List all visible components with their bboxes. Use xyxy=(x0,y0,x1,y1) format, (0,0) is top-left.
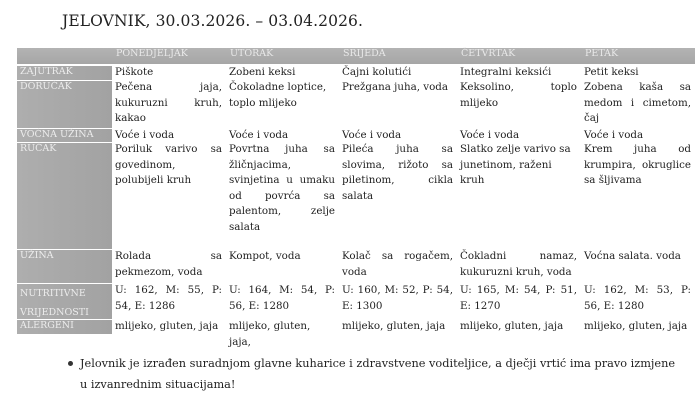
menu-cell: Povrtna juha sa žličnjacima, svinjetina u umaku od povrća sa palentom, zelje salata xyxy=(229,143,335,233)
menu-cell: Poriluk varivo sa govedinom, polubijeli kruh xyxy=(115,143,222,186)
row-label: UŽINA xyxy=(17,249,112,283)
header-corner xyxy=(17,48,112,65)
menu-cell: Integralni keksići xyxy=(460,66,552,78)
menu-cell: mlijeko, gluten, jaja xyxy=(342,320,446,332)
header-day: ČETVRTAK xyxy=(457,48,581,65)
menu-cell: Zobeni keksi xyxy=(229,66,296,78)
row-label: DORUČAK xyxy=(17,80,112,128)
menu-cell: Slatko zelje varivo sa junetinom, raženi kruh xyxy=(460,143,571,186)
menu-cell: Prežgana juha, voda xyxy=(342,81,449,93)
menu-table xyxy=(17,48,695,348)
header-day: SRIJEDA xyxy=(339,48,457,65)
menu-cell: Kolač sa rogačem, voda xyxy=(342,250,453,278)
menu-cell: Čokoladne loptice, toplo mlijeko xyxy=(229,81,327,109)
menu-cell: Krem juha od krumpira, okruglice sa šljivama xyxy=(584,143,691,186)
menu-cell: mlijeko, gluten, jaja, xyxy=(229,320,311,348)
menu-cell: Keksolino, toplo mlijeko xyxy=(460,81,577,109)
menu-cell: U: 162, M: 55, P: 54, E: 1286 xyxy=(115,284,222,312)
row-label: ZAJUTRAK xyxy=(17,65,112,80)
menu-cell: Rolada sa pekmezom, voda xyxy=(115,250,222,278)
menu-cell: Voće i voda xyxy=(115,129,175,141)
menu-cell: Voće i voda xyxy=(584,129,644,141)
page-title: JELOVNIK, 30.03.2026. – 03.04.2026. xyxy=(62,12,364,30)
menu-cell: Kompot, voda xyxy=(229,250,301,262)
row-label: VOĆNA UŽINA xyxy=(17,128,112,142)
menu-cell: Petit keksi xyxy=(584,66,639,78)
menu-cell: mlijeko, gluten, jaja xyxy=(584,320,688,332)
bullet-icon xyxy=(68,361,73,366)
row-label: ALERGENI xyxy=(17,319,112,334)
menu-cell: Pileća juha sa slovima, rižoto sa piletinom, cikla salata xyxy=(342,143,453,202)
header-day: PONEDJELJAK xyxy=(112,48,226,65)
menu-cell: Čokladni namaz, kukuruzni kruh, voda xyxy=(460,250,577,278)
menu-cell: U: 164, M: 54, P: 56, E: 1280 xyxy=(229,284,335,312)
footnote xyxy=(80,353,680,395)
menu-cell: Voće i voda xyxy=(342,129,402,141)
menu-cell: U: 165, M: 54, P: 51, E: 1270 xyxy=(460,284,577,312)
menu-cell: mlijeko, gluten, jaja xyxy=(115,320,219,332)
footnote-text: Jelovnik je izrađen suradnjom glavne kuharice i zdravstvene voditeljice, a dječji vrtić ima pravo izmjene u izvanrednim situacijama! xyxy=(80,357,676,391)
menu-cell: Pečena jaja, kukuruzni kruh, kakao xyxy=(115,81,222,124)
row-label: RUČAK xyxy=(17,142,112,249)
menu-cell: Voćna salata. voda xyxy=(584,250,681,262)
header-day: UTORAK xyxy=(226,48,339,65)
menu-cell: U: 160, M: 52, P: 54, E: 1300 xyxy=(342,284,453,312)
menu-cell: Voće i voda xyxy=(460,129,520,141)
menu-cell: mlijeko, gluten, jaja xyxy=(460,320,564,332)
menu-cell: Čajni kolutići xyxy=(342,66,412,78)
header-day: PETAK xyxy=(581,48,695,65)
menu-cell: Piškote xyxy=(115,66,154,78)
menu-cell: U: 162, M: 53, P: 56, E: 1280 xyxy=(584,284,691,312)
row-label: NUTRITIVNE VRIJEDNOSTI xyxy=(17,283,112,319)
menu-cell: Voće i voda xyxy=(229,129,289,141)
menu-cell: Zobena kaša sa medom i cimetom, čaj xyxy=(584,81,691,124)
